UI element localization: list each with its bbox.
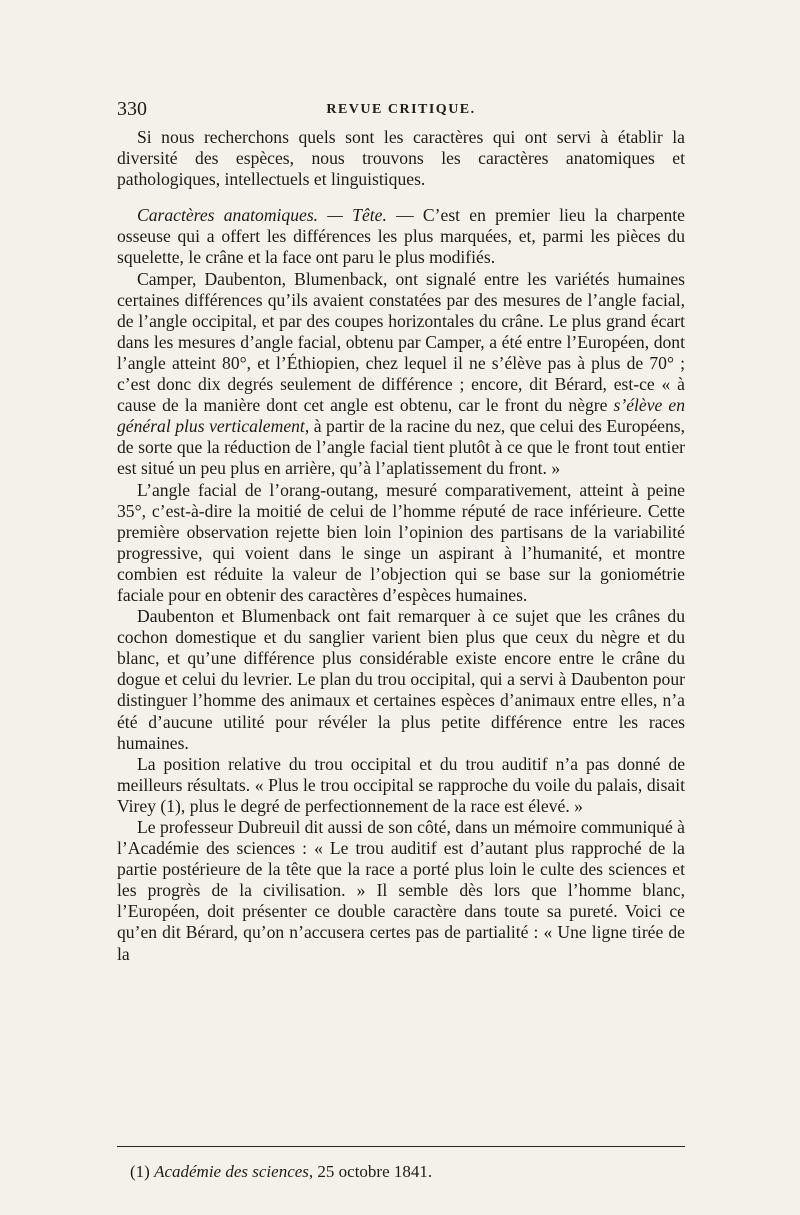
paragraph-3-text-a: Camper, Daubenton, Blumenback, ont signalé entre les variétés humaines certaines différences qu’ils avaient constatées par des mesures de l’angle facial, de l’angle occipital, et par des coupes horizontales du crâne. Le plus grand écart dans les mesures d’angle facial, obtenu par Camper, a été entre l’Européen, dont l’angle atteint 80°, et l’Éthiopien, chez lequel il ne s’élève pas à plus de 70° ; c’est donc dix degrés seulement de différence ; encore, dit Bérard, est-ce « à cause de la manière dont cet angle est obtenu, car le front du nègre (117, 268, 685, 416)
section-heading: Caractères anatomiques. — Tête. (137, 205, 387, 226)
footnote-marker: (1) (130, 1162, 155, 1181)
paragraph-2 (117, 205, 685, 268)
paragraph-3-text-b: , à partir de la racine du nez, que celui des Européens, de sorte que la réduction de l’angle facial tient plutôt à ce que le front tout entier est situé un peu plus en arrière, qu’à l’aplatissement du front. » (117, 416, 685, 479)
body-text (117, 127, 685, 965)
paragraph-2-text: — C’est en premier lieu la charpente osseuse qui a offert les différences les plus marquées, et, parmi les pièces du squelette, le crâne et la face ont paru le plus modifiés. (117, 205, 685, 268)
running-title: REVUE CRITIQUE. (326, 102, 476, 117)
page-number: 330 (117, 98, 147, 120)
paragraph-5: Daubenton et Blumenback ont fait remarquer à ce sujet que les crânes du cochon domestique et du sanglier varient bien plus que ceux du nègre et du blanc, et qu’une différence plus considérable existe encore entre le crâne du dogue et celui du levrier. Le plan du trou occipital, qui a servi à Daubenton pour distinguer l’homme des animaux et certaines espèces d’animaux entre elles, n’a été d’aucune utilité pour révéler la plus petite différence entre les races humaines. (117, 606, 685, 753)
paragraph-4: L’angle facial de l’orang-outang, mesuré comparativement, atteint à peine 35°, c’est-à-dire la moitié de celui de l’homme réputé de race inférieure. Cette première observation rejette bien loin l’opinion des partisans de la variabilité progressive, qui voient dans le singe un aspirant à l’humanité, et montre combien est réduite la valeur de l’objection qui se base sur la goniométrie faciale pour en obtenir des caractères d’espèces humaines. (117, 479, 685, 605)
footnote-date: , 25 octobre 1841. (308, 1162, 433, 1181)
paragraph-1: Si nous recherchons quels sont les caractères qui ont servi à établir la diversité des espèces, nous trouvons les caractères anatomiques et pathologiques, intellectuels et linguistiques. (117, 127, 685, 190)
footnote-source: Académie des sciences (154, 1162, 309, 1181)
paragraph-6: La position relative du trou occipital et du trou auditif n’a pas donné de meilleurs résultats. « Plus le trou occipital se rapproche du voile du palais, disait Virey (1), plus le degré de perfectionnement de la race est élevé. » (117, 753, 685, 816)
footnote-divider (117, 1146, 685, 1147)
paragraph-7: Le professeur Dubreuil dit aussi de son côté, dans un mémoire communiqué à l’Académie des sciences : « Le trou auditif est d’autant plus rapproché de la partie postérieure de la tête que la race a porté plus loin le culte des sciences et les progrès de la civilisation. » Il semble dès lors que l’homme blanc, l’Européen, doit présenter ce double caractère dans toute sa pureté. Voici ce qu’en dit Bérard, qu’on n’accusera certes pas de partialité : « Une ligne tirée de la (117, 817, 685, 964)
footnote (130, 1162, 432, 1182)
page-header (117, 98, 685, 126)
paragraph-3-italic: s’élève en général plus verticalement (117, 395, 685, 437)
paragraph-3 (117, 269, 685, 480)
